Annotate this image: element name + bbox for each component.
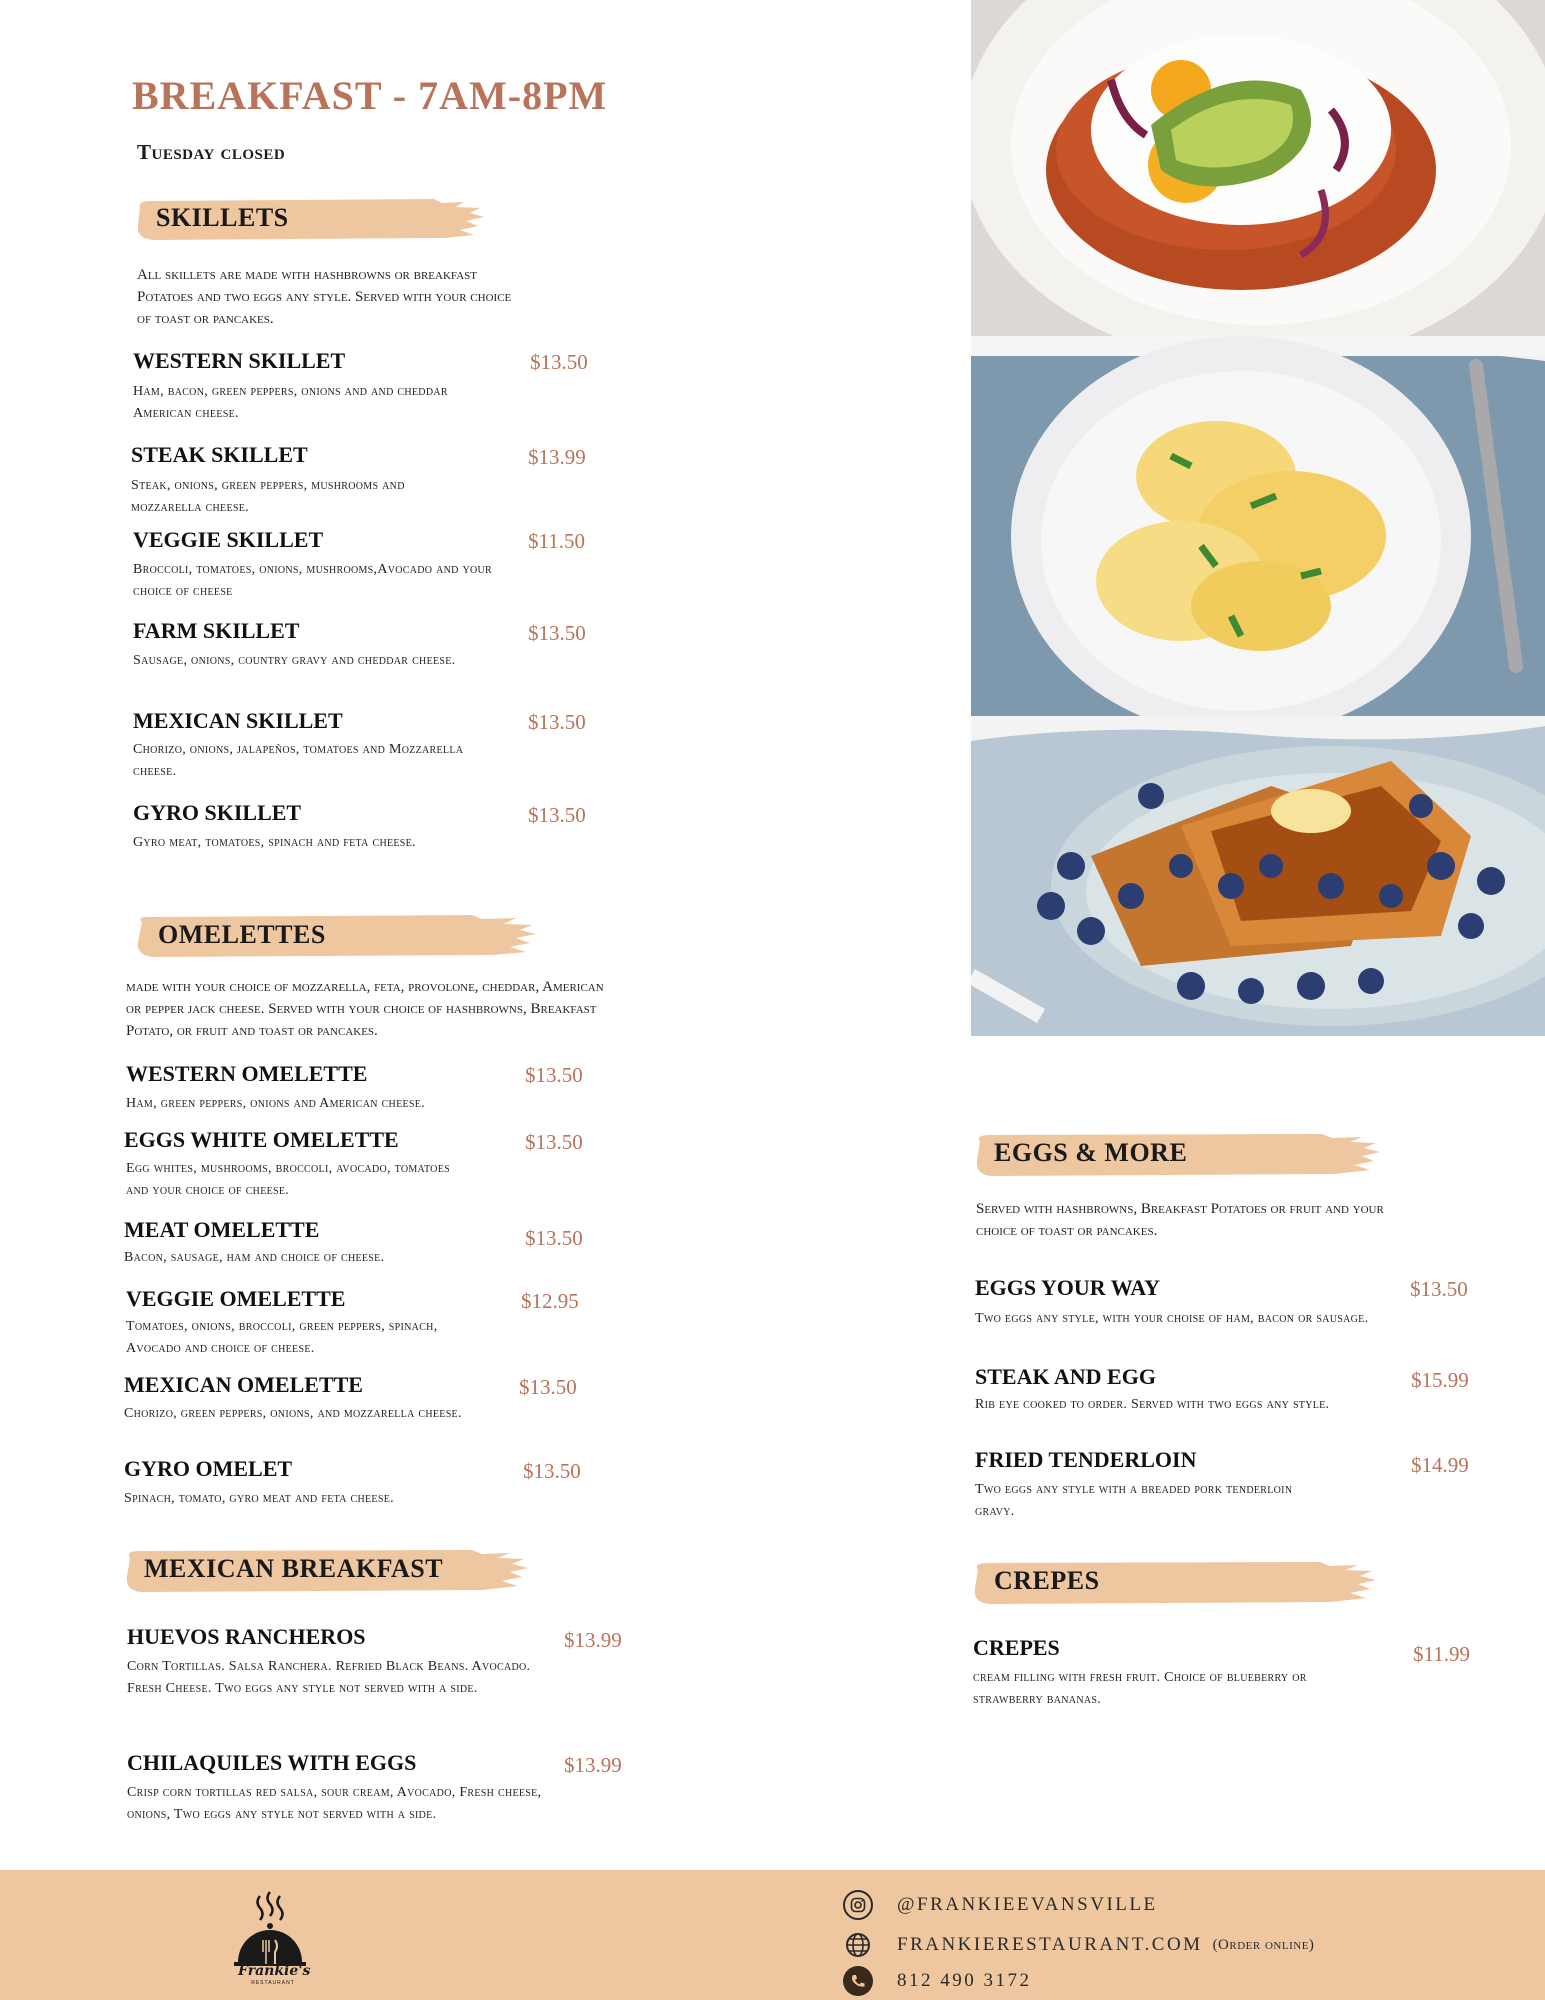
section-title: OMELETTES [158, 920, 326, 949]
section-title: SKILLETS [156, 203, 289, 232]
item-price: $11.50 [528, 529, 585, 553]
item-description: Two eggs any style, with your choise of ham, bacon or sausage. [975, 1311, 1369, 1326]
logo-wordmark: Frankie's [238, 1963, 311, 1979]
order-online-note: (Order online) [1212, 1936, 1315, 1953]
item-name: EGGS WHITE OMELETTE [124, 1127, 399, 1152]
item-price: $14.99 [1411, 1453, 1469, 1477]
item-name: FRIED TENDERLOIN [975, 1447, 1197, 1472]
item-price: $13.99 [564, 1753, 622, 1777]
item-price: $15.99 [1411, 1368, 1469, 1392]
item-name: MEXICAN SKILLET [133, 708, 343, 733]
item-name: WESTERN OMELETTE [126, 1061, 368, 1086]
item-description: Tomatoes, onions, broccoli, green peppers, spinach, Avocado and choice of cheese. [126, 1319, 438, 1356]
huevos-rancheros-photo [971, 0, 1545, 350]
item-description: Crisp corn tortillas red salsa, sour cream, Avocado, Fresh cheese, onions, Two eggs any style not served with a side. [127, 1785, 542, 1822]
section-title: CREPES [994, 1566, 1100, 1595]
phone-number[interactable]: 812 490 3172 [897, 1970, 1032, 1991]
item-name: CHILAQUILES WITH EGGS [127, 1750, 417, 1775]
omelettes-heading [132, 912, 538, 962]
item-price: $13.99 [528, 445, 586, 469]
eggs-more-note: Served with hashbrowns, Breakfast Potatoes or fruit and your choice of toast or pancakes. [976, 1201, 1384, 1239]
item-description: Ham, bacon, green peppers, onions and and cheddar American cheese. [133, 384, 448, 421]
item-price: $13.50 [1410, 1277, 1468, 1301]
item-name: GYRO OMELET [124, 1456, 293, 1481]
logo-subtitle: RESTAURANT [251, 1980, 295, 1986]
item-description: Steak, onions, green peppers, mushrooms and mozzarella cheese. [131, 478, 405, 515]
skillets-heading [134, 195, 486, 245]
item-name: FARM SKILLET [133, 618, 300, 643]
item-price: $13.99 [564, 1628, 622, 1652]
item-price: $12.95 [521, 1289, 579, 1313]
item-name: STEAK SKILLET [131, 442, 308, 467]
section-title: MEXICAN BREAKFAST [144, 1554, 444, 1583]
item-name: HUEVOS RANCHEROS [127, 1624, 366, 1649]
globe-icon [843, 1930, 873, 1960]
item-price: $11.99 [1413, 1642, 1470, 1666]
item-price: $13.50 [528, 621, 586, 645]
omelettes-note: made with your choice of mozzarella, feta, provolone, cheddar, American or pepper jack cheese. Served with your choice of hashbrowns, Breakfast Potato, or fruit and toast or pancakes. [126, 979, 604, 1039]
instagram-row[interactable] [843, 1890, 1158, 1920]
item-price: $13.50 [519, 1375, 577, 1399]
website-link[interactable]: FRANKIERESTAURANT.COM [897, 1934, 1203, 1955]
item-name: MEAT OMELETTE [124, 1217, 320, 1242]
hours-note: Tuesday closed [137, 140, 286, 164]
item-description: Two eggs any style with a breaded pork tenderloin gravy. [975, 1482, 1293, 1519]
item-name: MEXICAN OMELETTE [124, 1372, 363, 1397]
item-price: $13.50 [528, 710, 586, 734]
item-description: cream filling with fresh fruit. Choice of blueberry or strawberry bananas. [973, 1670, 1307, 1707]
item-description: Ham, green peppers, onions and American cheese. [126, 1096, 425, 1111]
item-description: Egg whites, mushrooms, broccoli, avocado, tomatoes and your choice of cheese. [126, 1161, 450, 1198]
item-price: $13.50 [525, 1063, 583, 1087]
item-name: STEAK AND EGG [975, 1364, 1156, 1389]
phone-row[interactable] [843, 1966, 1032, 1996]
eggs-more-heading [972, 1130, 1382, 1180]
item-price: $13.50 [528, 803, 586, 827]
mexican-breakfast-heading [122, 1546, 530, 1596]
section-title: EGGS & MORE [994, 1138, 1188, 1167]
item-price: $13.50 [525, 1226, 583, 1250]
item-name: GYRO SKILLET [133, 800, 302, 825]
crepes-heading [970, 1558, 1378, 1608]
item-description: Sausage, onions, country gravy and cheddar cheese. [133, 653, 456, 668]
item-description: Corn Tortillas. Salsa Ranchera. Refried Black Beans. Avocado. Fresh Cheese. Two eggs any style not served with a side. [127, 1659, 531, 1696]
item-price: $13.50 [523, 1459, 581, 1483]
item-name: WESTERN SKILLET [133, 348, 346, 373]
page-title: BREAKFAST - 7AM-8PM [132, 73, 608, 118]
website-row[interactable] [843, 1930, 1314, 1960]
french-toast-photo [971, 716, 1545, 1036]
item-name: CREPES [973, 1635, 1060, 1660]
skillets-note: All skillets are made with hashbrowns or breakfast Potatoes and two eggs any style. Served with your choice of toast or pancakes. [137, 267, 512, 327]
instagram-icon [843, 1890, 873, 1920]
item-description: Rib eye cooked to order. Served with two eggs any style. [975, 1397, 1330, 1412]
item-description: Broccoli, tomatoes, onions, mushrooms,Avocado and your choice of cheese [133, 562, 493, 599]
scrambled-eggs-photo [971, 336, 1545, 736]
item-name: EGGS YOUR WAY [975, 1275, 1161, 1300]
item-description: Gyro meat, tomatoes, spinach and feta cheese. [133, 835, 416, 850]
item-price: $13.50 [525, 1130, 583, 1154]
item-description: Chorizo, onions, jalapeños, tomatoes and Mozzarella cheese. [133, 742, 464, 779]
item-price: $13.50 [530, 350, 588, 374]
item-description: Spinach, tomato, gyro meat and feta cheese. [124, 1491, 394, 1506]
phone-icon [843, 1966, 873, 1996]
item-description: Chorizo, green peppers, onions, and mozzarella cheese. [124, 1406, 462, 1421]
instagram-handle[interactable]: @FRANKIEEVANSVILLE [897, 1894, 1158, 1915]
item-description: Bacon, sausage, ham and choice of cheese. [124, 1250, 385, 1265]
item-name: VEGGIE OMELETTE [126, 1286, 346, 1311]
item-name: VEGGIE SKILLET [133, 527, 324, 552]
